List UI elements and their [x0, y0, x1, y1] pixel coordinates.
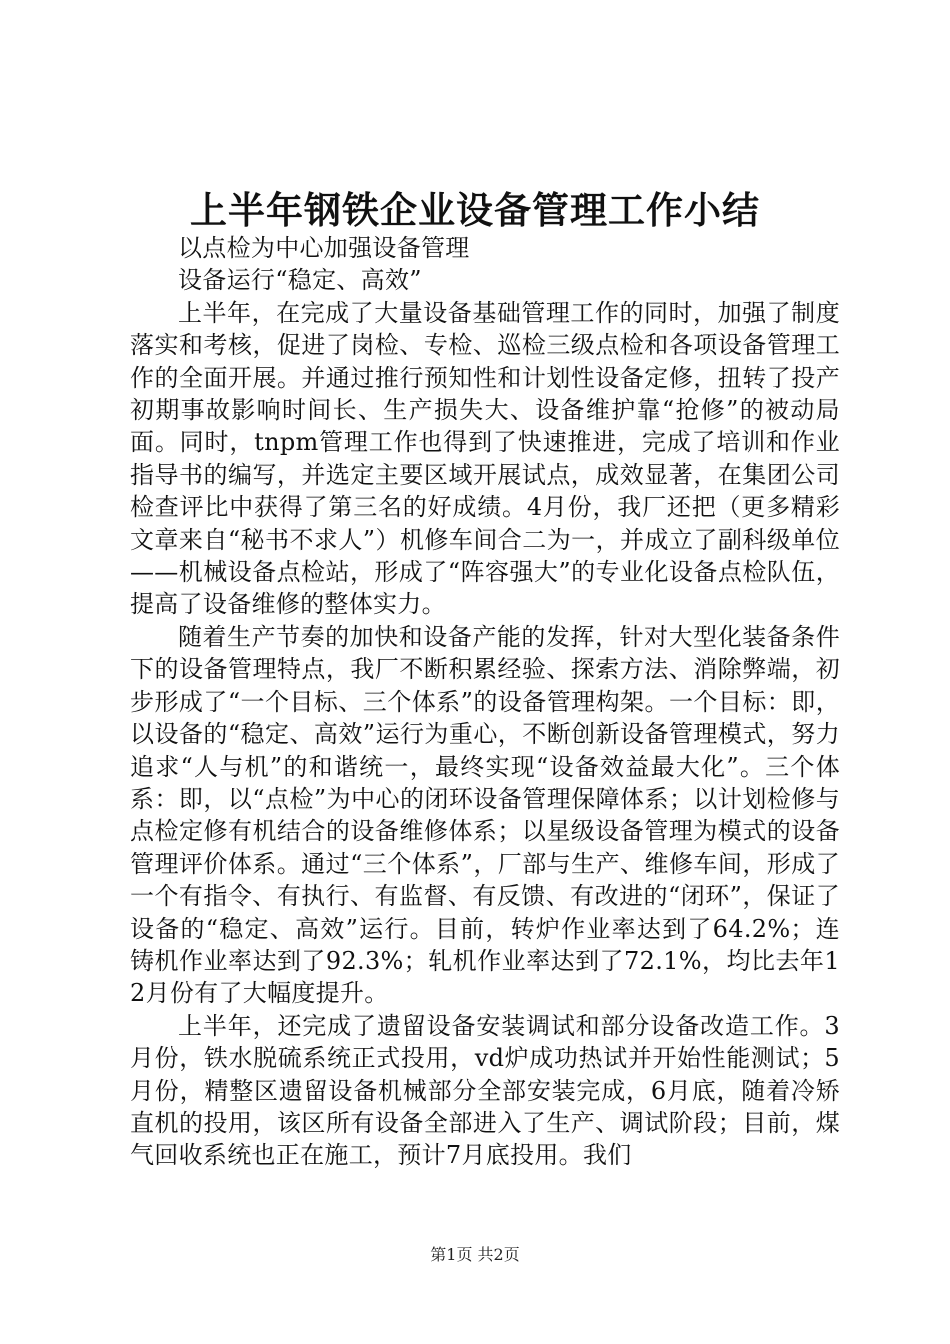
body-paragraph: 随着生产节奏的加快和设备产能的发挥，针对大型化装备条件下的设备管理特点，我厂不断积累经验、探索方法、消除弊端，初步形成了“一个目标、三个体系”的设备管理构架。一个目标：即，以设备的“稳定、高效”运行为重心，不断创新设备管理模式，努力追求“人与机”的和谐统一，最终实现“设备效益最大化”。三个体系：即，以“点检”为中心的闭环设备管理保障体系；以计划检修与点检定修有机结合的设备维修体系；以星级设备管理为模式的设备管理评价体系。通过“三个体系”，厂部与生产、维修车间，形成了一个有指令、有执行、有监督、有反馈、有改进的“闭环”，保证了设备的“稳定、高效”运行。目前，转炉作业率达到了64.2%；连铸机作业率达到了92.3%；轧机作业率达到了72.1%，均比去年12月份有了大幅度提升。	[130, 622, 840, 1008]
subtitle-line: 以点检为中心加强设备管理	[178, 234, 470, 262]
body-paragraph: 上半年，在完成了大量设备基础管理工作的同时，加强了制度落实和考核，促进了岗检、专检、巡检三级点检和各项设备管理工作的全面开展。并通过推行预知性和计划性设备定修，扭转了投产初期事故影响时间长、生产损失大、设备维护靠“抢修”的被动局面。同时，tnpm管理工作也得到了快速推进，完成了培训和作业指导书的编写，并选定主要区域开展试点，成效显著，在集团公司检查评比中获得了第三名的好成绩。4月份，我厂还把（更多精彩文章来自“秘书不求人”）机修车间合二为一，并成立了副科级单位——机械设备点检站，形成了“阵容强大”的专业化设备点检队伍，提高了设备维修的整体实力。	[130, 298, 840, 619]
document-body	[130, 232, 840, 1172]
page-number-footer: 第1页 共2页	[430, 1245, 520, 1264]
body-paragraph: 上半年，还完成了遗留设备安装调试和部分设备改造工作。3月份，铁水脱硫系统正式投用，vd炉成功热试并开始性能测试；5月份，精整区遗留设备机械部分全部安装完成，6月底，随着冷矫直机的投用，该区所有设备全部进入了生产、调试阶段；目前，煤气回收系统也正在施工，预计7月底投用。我们	[130, 1011, 840, 1170]
subtitle-line: 设备运行“稳定、高效”	[178, 266, 422, 295]
document-title: 上半年钢铁企业设备管理工作小结	[190, 188, 760, 232]
